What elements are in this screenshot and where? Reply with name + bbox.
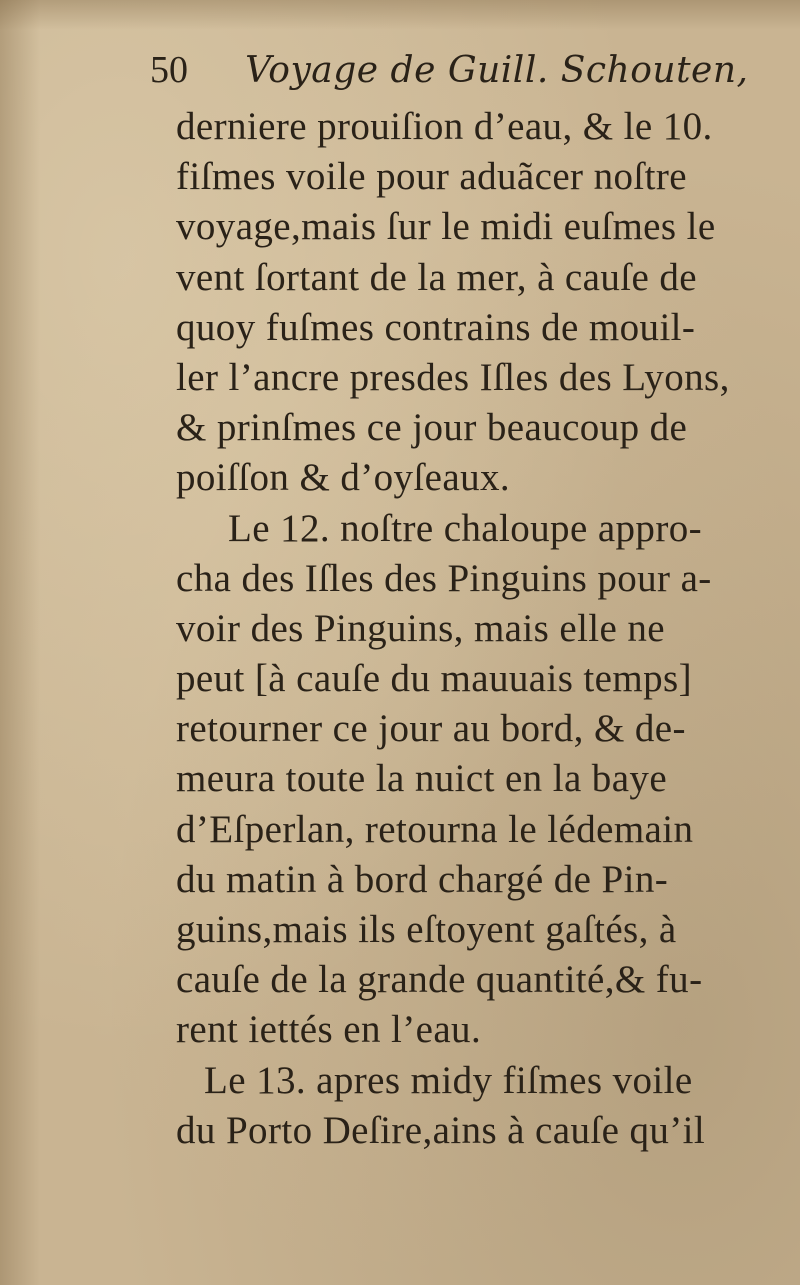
text-line: & prinſmes ce jour beaucoup de [176, 406, 688, 450]
text-line: voyage,mais ſur le midi euſmes le [176, 205, 716, 249]
text-line: du matin à bord chargé de Pin- [176, 857, 669, 901]
text-line: guins,mais ils eſtoyent gaſtés, à [176, 908, 677, 951]
text-line: poiſſon & d’oyſeaux. [176, 456, 511, 500]
text-line: fiſmes voile pour aduãcer noſtre [176, 155, 687, 199]
page-header [150, 48, 750, 98]
page-top-shadow [0, 0, 800, 30]
text-line: vent ſortant de la mer, à cauſe de [176, 255, 697, 299]
text-line: ler l’ancre presdes Iſles des Lyons, [176, 355, 730, 399]
text-line: retourner ce jour au bord, & de- [176, 707, 686, 751]
text-line: du Porto Deſire,ains à cauſe qu’il [176, 1108, 706, 1152]
text-line: peut [à cauſe du mauuais temps] [176, 657, 692, 701]
text-line: d’Eſperlan, retourna le lédemain [176, 807, 694, 851]
text-line: cauſe de la grande quantité,& fu- [176, 958, 703, 1002]
page-left-shadow [0, 0, 40, 1285]
text-line: voir des Pinguins, mais elle ne [176, 606, 666, 650]
paragraph-start-line: Le 13. apres midy fiſmes voile [204, 1058, 693, 1102]
body-text [176, 102, 756, 1156]
paragraph-start-line: Le 12. noſtre chaloupe appro- [228, 506, 703, 550]
page-number: 50 [150, 49, 188, 91]
text-line: cha des Iſles des Pinguins pour a- [176, 556, 712, 600]
text-line: rent iettés en l’eau. [176, 1008, 482, 1052]
running-head: Voyage de Guill. Schouten, [245, 50, 749, 91]
text-line: derniere prouiſion d’eau, & le 10. [176, 105, 713, 148]
text-line: meura toute la nuict en la baye [176, 757, 668, 801]
text-line: quoy fuſmes contrains de mouil- [176, 305, 696, 349]
